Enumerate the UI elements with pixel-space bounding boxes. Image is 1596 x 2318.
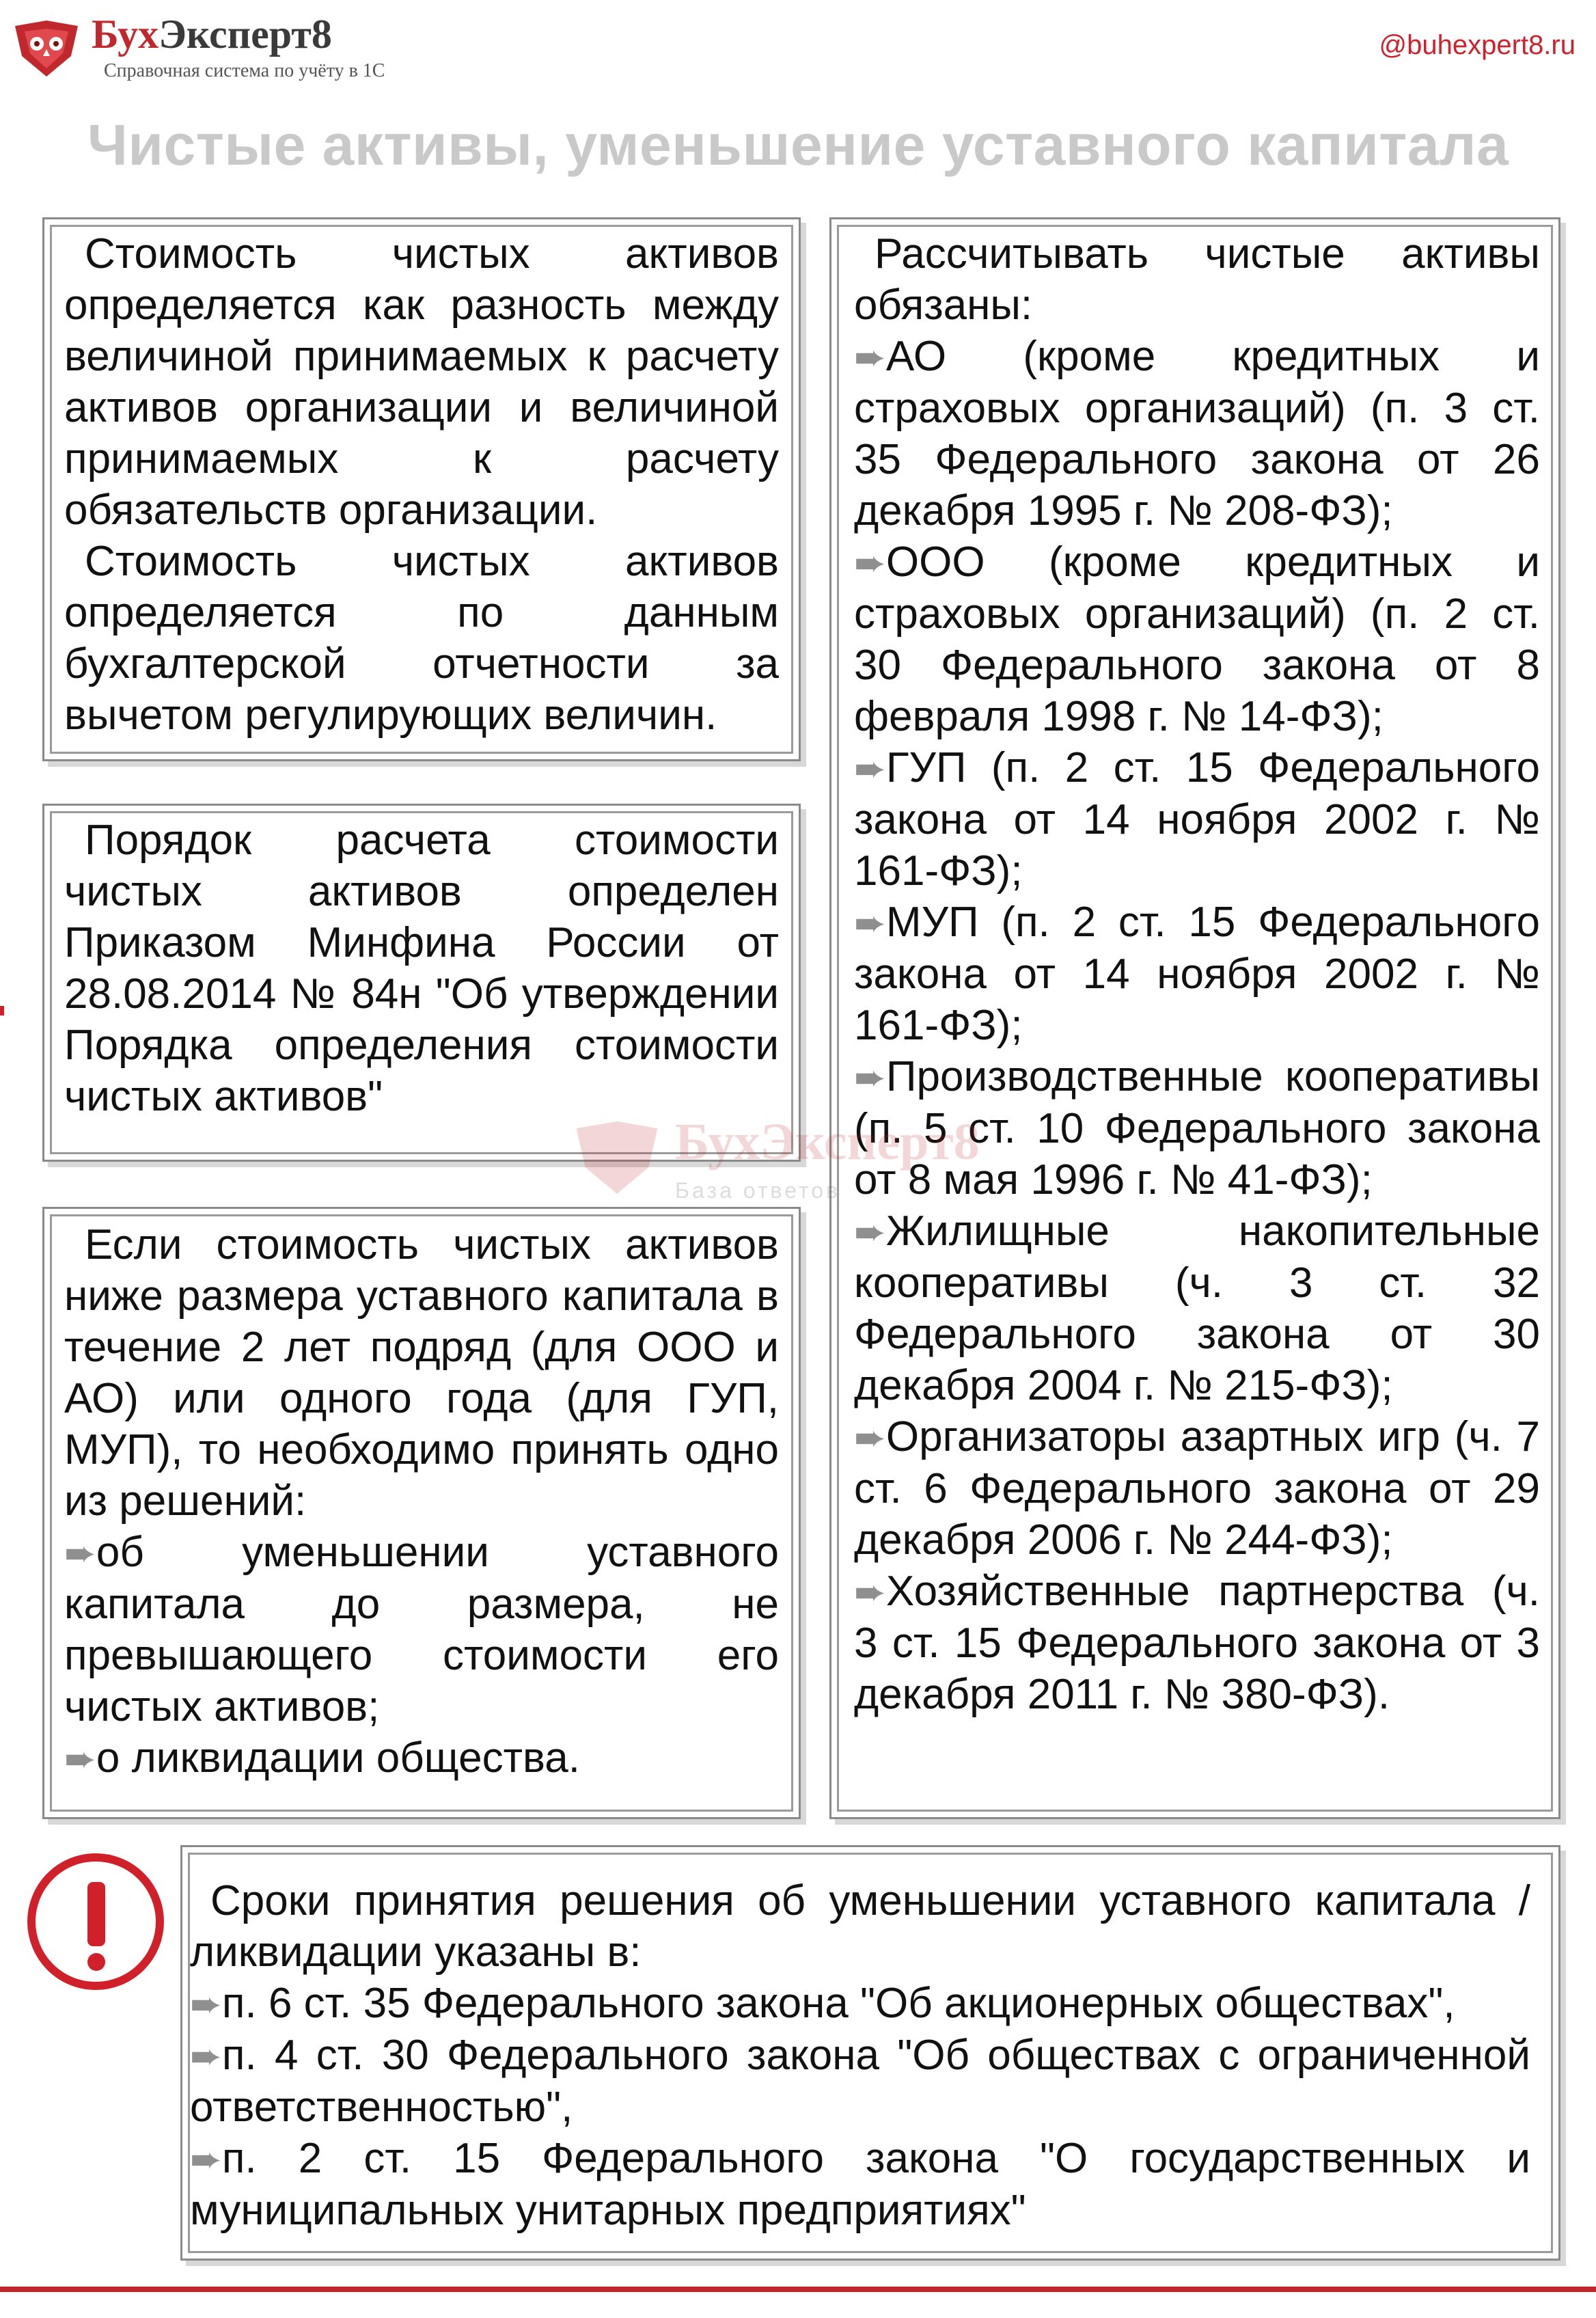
arrow-bullet-icon: ➨	[854, 1056, 886, 1099]
watermark	[573, 1113, 1051, 1208]
deadlines-item: ➨п. 2 ст. 15 Федерального закона "О государственных и муниципальных унитарных предприятиях"	[190, 2135, 1530, 2234]
deadlines-text	[190, 1875, 1530, 2236]
arrow-bullet-icon: ➨	[190, 1982, 222, 2026]
obligated-entity-item: ➨Производственные кооперативы (п. 5 ст. 10 Федерального закона от 8 мая 1996 г. № 41-ФЗ);	[854, 1053, 1540, 1203]
edge-mark	[0, 1006, 4, 1015]
logo-name: БухЭксперт8	[92, 12, 332, 57]
decision-item: ➨о ликвидации общества.	[64, 1734, 580, 1782]
definition-text	[64, 228, 779, 741]
footer-rule	[0, 2287, 1596, 2292]
obligated-entity-item: ➨ООО (кроме кредитных и страховых организаций) (п. 2 ст. 30 Федерального закона от 8 февраля 1998 г. № 14-ФЗ);	[854, 538, 1540, 740]
page-title: Чистые активы, уменьшение уставного капитала	[87, 113, 1509, 177]
arrow-bullet-icon: ➨	[854, 747, 886, 790]
obligated-entity-item: ➨ГУП (п. 2 ст. 15 Федерального закона от 14 ноября 2002 г. № 161-ФЗ);	[854, 744, 1540, 895]
watermark-sub: База ответов	[675, 1178, 841, 1203]
obligated-entity-item: ➨Жилищные накопительные кооперативы (ч. 3 ст. 32 Федерального закона от 30 декабря 2004 г. № 215-ФЗ);	[854, 1208, 1540, 1409]
deadlines-item: ➨п. 6 ст. 35 Федерального закона "Об акционерных обществах",	[190, 1980, 1455, 2027]
arrow-bullet-icon: ➨	[854, 336, 886, 379]
order-text	[64, 815, 779, 1122]
watermark-logo-icon	[573, 1113, 661, 1197]
obligated-entities-intro: Рассчитывать чистые активы обязаны:	[854, 230, 1540, 329]
arrow-bullet-icon: ➨	[64, 1737, 96, 1780]
owl-logo-icon	[12, 14, 81, 79]
arrow-bullet-icon: ➨	[854, 1210, 886, 1253]
arrow-bullet-icon: ➨	[854, 1416, 886, 1459]
site-link[interactable]: @buhexpert8.ru	[1379, 30, 1576, 60]
arrow-bullet-icon: ➨	[854, 541, 886, 584]
obligated-entity-item: ➨АО (кроме кредитных и страховых организаций) (п. 3 ст. 35 Федерального закона от 26 декабря 1995 г. № 208-ФЗ);	[854, 333, 1540, 534]
deadlines-intro: Сроки принятия решения об уменьшении уставного капитала / ликвидации указаны в:	[190, 1877, 1530, 1976]
obligated-entity-item: ➨Хозяйственные партнерства (ч. 3 ст. 15 Федерального закона от 3 декабря 2011 г. № 380-ФЗ).	[854, 1568, 1540, 1718]
arrow-bullet-icon: ➨	[854, 1570, 886, 1613]
decision-item: ➨об уменьшении уставного капитала до размера, не превышающего стоимости его чистых активов;	[64, 1529, 779, 1730]
brand-logo[interactable]	[12, 10, 450, 85]
logo-tagline: Справочная система по учёту в 1С	[104, 60, 385, 81]
obligated-entity-item: ➨Организаторы азартных игр (ч. 7 ст. 6 Федерального закона от 29 декабря 2006 г. № 244-ФЗ);	[854, 1413, 1540, 1564]
arrow-bullet-icon: ➨	[64, 1531, 96, 1574]
arrow-bullet-icon: ➨	[854, 901, 886, 944]
arrow-bullet-icon: ➨	[190, 2034, 222, 2077]
order-paragraph: Порядок расчета стоимости чистых активов определен Приказом Минфина России от 28.08.2014 № 84н "Об утверждении Порядка определения стоимости чистых активов"	[64, 817, 779, 1120]
deadlines-item: ➨п. 4 ст. 30 Федерального закона "Об обществах с ограниченной ответственностью",	[190, 2032, 1530, 2131]
arrow-bullet-icon: ➨	[190, 2138, 222, 2181]
obligated-entities-text	[854, 228, 1540, 1720]
decision-text	[64, 1219, 779, 1784]
decision-paragraph: Если стоимость чистых активов ниже размера уставного капитала в течение 2 лет подряд (для ООО и АО) или одного года (для ГУП, МУП), то необходимо принять одно из решений:	[64, 1221, 779, 1525]
definition-paragraph-2: Стоимость чистых активов определяется по данным бухгалтерской отчетности за вычетом регулирующих величин.	[64, 538, 779, 739]
exclamation-circle-icon	[27, 1853, 164, 1990]
definition-paragraph-1: Стоимость чистых активов определяется как разность между величиной принимаемых к расчету активов организации и величиной принимаемых к расчету обязательств организации.	[64, 230, 779, 534]
watermark-name: БухЭксперт8	[675, 1113, 980, 1171]
obligated-entity-item: ➨МУП (п. 2 ст. 15 Федерального закона от 14 ноября 2002 г. № 161-ФЗ);	[854, 899, 1540, 1049]
